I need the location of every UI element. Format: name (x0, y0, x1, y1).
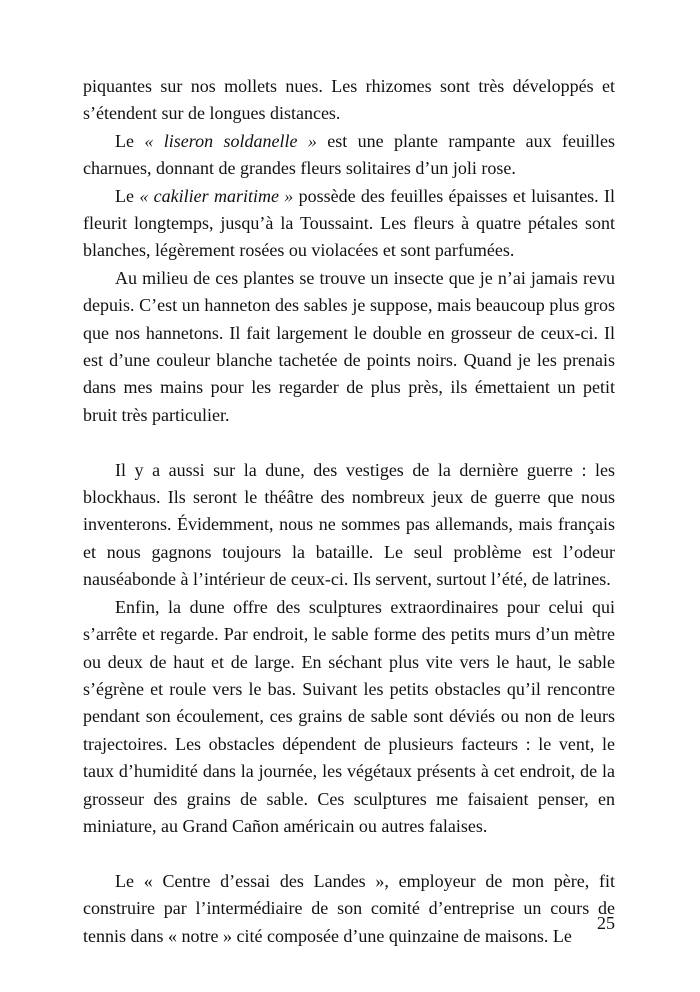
paragraph-liseron-rest: est une plante rampante aux feuilles charnues, donnant de grandes fleurs solitaires d’un joli rose. (83, 130, 616, 179)
plant-name-cakilier: « cakilier maritime » (139, 185, 294, 206)
plant-name-liseron: « liseron soldanelle » (144, 130, 317, 151)
paragraph-centre-essai: Le « Centre d’essai des Landes », employeur de mon père, fit construire par l’intermédiaire de son comité d’entreprise un cours de tennis dans « notre » cité composée d’une quinzaine de maisons. Le (83, 870, 615, 946)
paragraph-cakilier-rest: possède des feuilles épaisses et luisantes. Il fleurit longtemps, jusqu’à la Toussaint. Les fleurs à quatre pétales sont blanches, légèrement rosées ou violacées et sont parfumées. (83, 185, 615, 261)
paragraph-cakilier-lead: Le (115, 185, 140, 206)
page-number: 25 (597, 913, 615, 933)
paragraph-blockhaus: Il y a aussi sur la dune, des vestiges de la dernière guerre : les blockhaus. Ils seront le théâtre des nombreux jeux de guerre que nous inventerons. Évidemment, nous ne sommes pas allemands, mais français et nous gagnons toujours la bataille. Le seul problème est l’odeur nauséabonde à l’intérieur de ceux-ci. Ils servent, surtout l’été, de latrines. (83, 459, 615, 590)
paragraph-sculptures: Enfin, la dune offre des sculptures extraordinaires pour celui qui s’arrête et regarde. Par endroit, le sable forme des petits murs d’un mètre ou deux de haut et de large. En séchant plus vite vers le haut, le sable s’égrène et roule vers le bas. Suivant les petits obstacles qu’il rencontre pendant son écoulement, ces grains de sable sont déviés ou non de leurs trajectoires. Les obstacles dépendent de plusieurs facteurs : le vent, le taux d’humidité dans la journée, les végétaux présents à cet endroit, de la grosseur des grains de sable. Ces sculptures me faisaient penser, en miniature, au Grand Cañon américain ou autres falaises. (83, 596, 615, 836)
paragraph-continued: piquantes sur nos mollets nues. Les rhizomes sont très développés et s’étendent sur de longues distances. (83, 76, 615, 124)
book-page (83, 73, 615, 973)
paragraph-hanneton: Au milieu de ces plantes se trouve un insecte que je n’ai jamais revu depuis. C’est un hanneton des sables je suppose, mais beaucoup plus gros que nos hannetons. Il fait largement le double en grosseur de ceux-ci. Il est d’une couleur blanche tachetée de points noirs. Quand je les prenais dans mes mains pour les regarder de plus près, ils émettaient un petit bruit très particulier. (83, 267, 615, 425)
paragraph-liseron (83, 128, 615, 183)
paragraph-cakilier (83, 183, 615, 265)
body-text (83, 73, 615, 950)
paragraph-liseron-lead: Le (115, 130, 145, 151)
